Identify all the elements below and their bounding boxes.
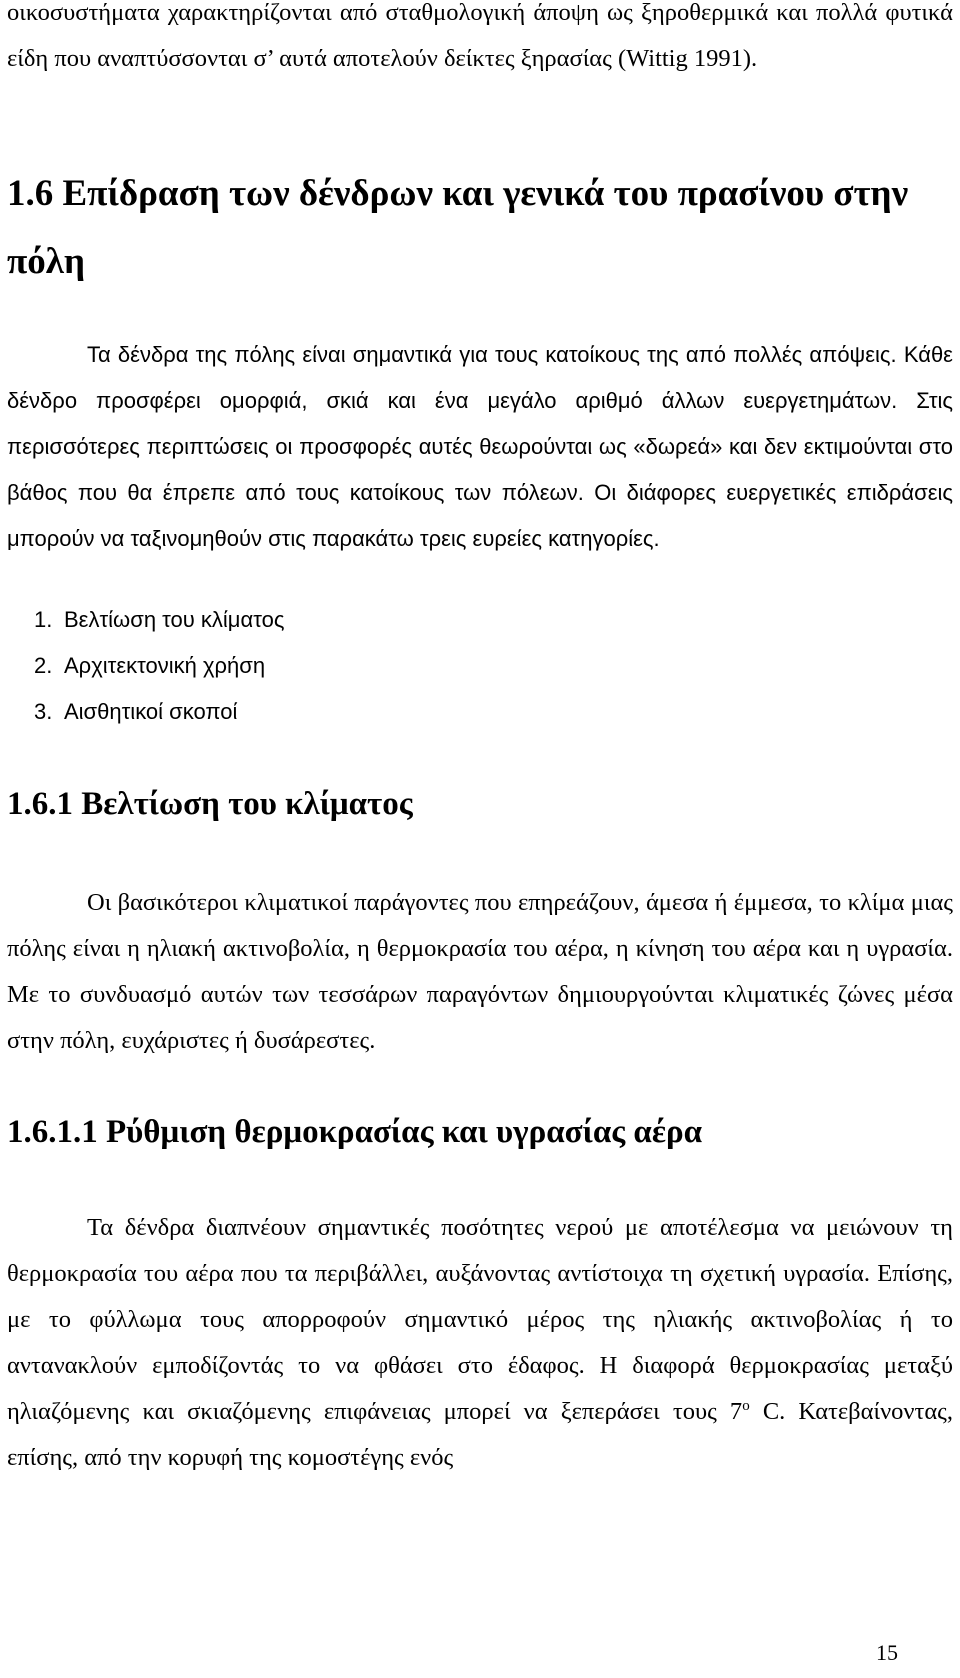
list-item-text: Βελτίωση του κλίματος xyxy=(64,607,285,632)
benefit-categories-list xyxy=(0,597,700,735)
intro-paragraph: οικοσυστήματα χαρακτηρίζονται από σταθμολογική άποψη ως ξηροθερμικά και πολλά φυτικά είδη που αναπτύσσονται σ’ αυτά αποτελούν δείκτες ξηρασίας (Wittig 1991). xyxy=(7,0,953,72)
paragraph-text-before: Τα δένδρα διαπνέουν σημαντικές ποσότητες νερού με αποτέλεσμα να μειώνουν τη θερμοκρασία του αέρα που τα περιβάλλει, αυξάνοντας αντίστοιχα τη σχετική υγρασία. Επίσης, με το φύλλωμα τους απορροφούν σημαντικό μέρος της ηλιακής ακτινοβολίας ή το αντανακλούν εμποδίζοντάς το να φθάσει στο έδαφος. Η διαφορά θερμοκρασίας μεταξύ ηλιαζόμενης και σκιαζόμενης επιφάνειας μπορεί να ξεπεράσει τους 7 xyxy=(7,1214,953,1425)
section-1-6-1-1-heading: 1.6.1.1 Ρύθμιση θερμοκρασίας και υγρασίας αέρα xyxy=(7,1114,703,1150)
degree-superscript: ο xyxy=(742,1398,750,1414)
section-1-6-heading: 1.6 Επίδραση των δένδρων και γενικά του πρασίνου στην πόλη xyxy=(7,173,909,282)
list-item-number: 1. xyxy=(34,607,53,632)
list-item-number: 3. xyxy=(34,699,53,724)
paragraph-text-after: C. Κατεβαίνοντας, επίσης, από την κορυφή της κομοστέγης ενός xyxy=(7,1398,953,1471)
page-number: 15 xyxy=(876,1640,898,1665)
section-1-6-paragraph: Τα δένδρα της πόλης είναι σημαντικά για τους κατοίκους της από πολλές απόψεις. Κάθε δένδρο προσφέρει ομορφιά, σκιά και ένα μεγάλο αριθμό άλλων ευεργετημάτων. Στις περισσότερες περιπτώσεις οι προσφορές αυτές θεωρούνται ως «δωρεά» και δεν εκτιμούνται στο βάθος που θα έπρεπε από τους κατοίκους των πόλεων. Οι διάφορες ευεργετικές επιδράσεις μπορούν να ταξινομηθούν στις παρακάτω τρεις ευρείες κατηγορίες. xyxy=(7,342,953,551)
list-item-text: Αρχιτεκτονική χρήση xyxy=(64,653,266,678)
section-1-6-1-1-paragraph xyxy=(7,1205,953,1481)
section-1-6-1-paragraph: Οι βασικότεροι κλιματικοί παράγοντες που επηρεάζουν, άμεσα ή έμμεσα, το κλίμα μιας πόλης είναι η ηλιακή ακτινοβολία, η θερμοκρασία του αέρα, η κίνηση του αέρα και η υγρασία. Με το συνδυασμό αυτών των τεσσάρων παραγόντων δημιουργούνται κλιματικές ζώνες μέσα στην πόλη, ευχάριστες ή δυσάρεστες. xyxy=(7,889,953,1054)
list-item xyxy=(0,597,700,643)
list-item xyxy=(0,643,700,689)
list-item-number: 2. xyxy=(34,653,53,678)
list-item-text: Αισθητικοί σκοποί xyxy=(64,699,238,724)
list-item xyxy=(0,689,700,735)
section-1-6-1-heading: 1.6.1 Βελτίωση του κλίματος xyxy=(7,786,413,822)
